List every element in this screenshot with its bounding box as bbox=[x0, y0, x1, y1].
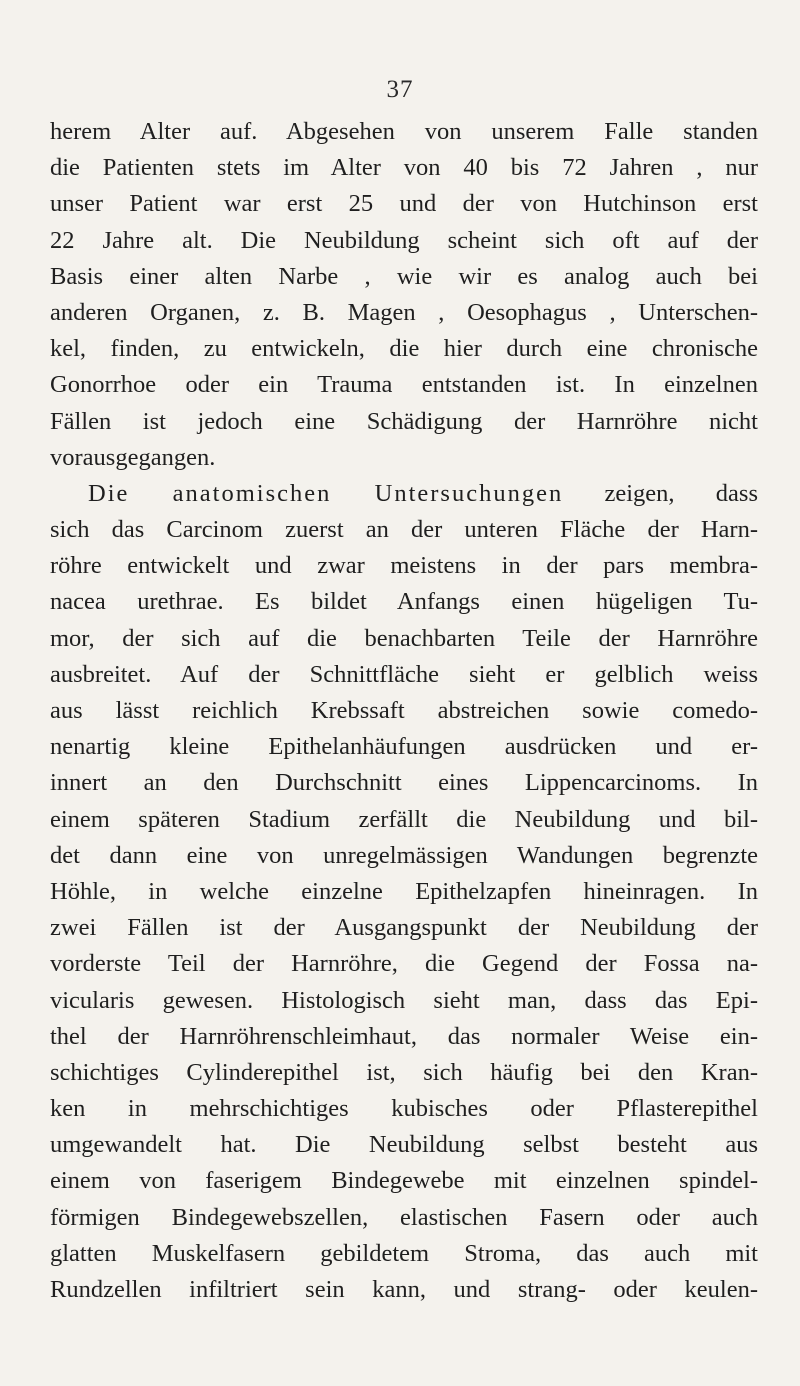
text-line: herem Alter auf. Abgesehen von unserem Falle standen bbox=[50, 118, 758, 145]
text-line: aus lässt reichlich Krebssaft abstreichen sowie comedo- bbox=[50, 697, 758, 724]
page-number: 37 bbox=[386, 76, 414, 103]
text-line: Höhle, in welche einzelne Epithelzapfen hineinragen. In bbox=[50, 877, 758, 905]
text-line: vorausgegangen. bbox=[50, 443, 216, 471]
paragraph-lead-line bbox=[50, 476, 758, 512]
text-line: vicularis gewesen. Histologisch sieht man, dass das Epi- bbox=[50, 986, 758, 1014]
text-line: glatten Muskelfasern gebildetem Stroma, das auch mit bbox=[50, 1239, 758, 1267]
text-line: ausbreitet. Auf der Schnittfläche sieht er gelblich weiss bbox=[50, 660, 758, 688]
text-line: einem späteren Stadium zerfällt die Neubildung und bil- bbox=[50, 805, 758, 833]
body-text bbox=[50, 114, 758, 1308]
text-line: thel der Harnröhrenschleimhaut, das normaler Weise ein- bbox=[50, 1022, 758, 1050]
text-line: röhre entwickelt und zwar meistens in der pars membra- bbox=[50, 552, 758, 580]
text-line: Fällen ist jedoch eine Schädigung der Harnröhre nicht bbox=[50, 407, 758, 435]
text-line: umgewandelt hat. Die Neubildung selbst besteht aus bbox=[50, 1131, 758, 1159]
text-line: anderen Organen, z. B. Magen , Oesophagus , Unterschen- bbox=[50, 298, 758, 326]
text-line: schichtiges Cylinderepithel ist, sich häufig bei den Kran- bbox=[50, 1058, 758, 1086]
text-line: ken in mehrschichtiges kubisches oder Pflasterepithel bbox=[50, 1095, 758, 1123]
text-line: vorderste Teil der Harnröhre, die Gegend der Fossa na- bbox=[50, 950, 758, 978]
lead-rest-text: zeigen, dass bbox=[563, 479, 758, 507]
spaced-lead-text: Die anatomischen Untersuchungen bbox=[88, 479, 564, 507]
text-line: det dann eine von unregelmässigen Wandungen begrenzte bbox=[50, 841, 758, 869]
text-line: 22 Jahre alt. Die Neubildung scheint sich oft auf der bbox=[50, 226, 758, 254]
text-line: mor, der sich auf die benachbarten Teile der Harnröhre bbox=[50, 624, 758, 652]
paragraph-1 bbox=[50, 114, 758, 476]
text-line: nacea urethrae. Es bildet Anfangs einen hügeligen Tu- bbox=[50, 588, 758, 616]
text-line: förmigen Bindegewebszellen, elastischen Fasern oder auch bbox=[50, 1203, 758, 1231]
text-line: kel, finden, zu entwickeln, die hier durch eine chronische bbox=[50, 335, 758, 363]
text-line: Basis einer alten Narbe , wie wir es analog auch bei bbox=[50, 262, 758, 290]
text-line: sich das Carcinom zuerst an der unteren Fläche der Harn- bbox=[50, 516, 758, 544]
text-line: unser Patient war erst 25 und der von Hutchinson erst bbox=[50, 190, 758, 218]
text-line: Gonorrhoe oder ein Trauma entstanden ist. In einzelnen bbox=[50, 371, 758, 399]
text-line: nenartig kleine Epithelanhäufungen ausdrücken und er- bbox=[50, 733, 758, 761]
text-line: die Patienten stets im Alter von 40 bis 72 Jahren , nur bbox=[50, 154, 758, 182]
text-line: Rundzellen infiltriert sein kann, und strang- oder keulen- bbox=[50, 1276, 758, 1303]
text-line: zwei Fällen ist der Ausgangspunkt der Neubildung der bbox=[50, 914, 758, 942]
paragraph-2 bbox=[50, 476, 758, 1308]
text-line: innert an den Durchschnitt eines Lippencarcinoms. In bbox=[50, 769, 758, 797]
text-line: einem von faserigem Bindegewebe mit einzelnen spindel- bbox=[50, 1167, 758, 1195]
